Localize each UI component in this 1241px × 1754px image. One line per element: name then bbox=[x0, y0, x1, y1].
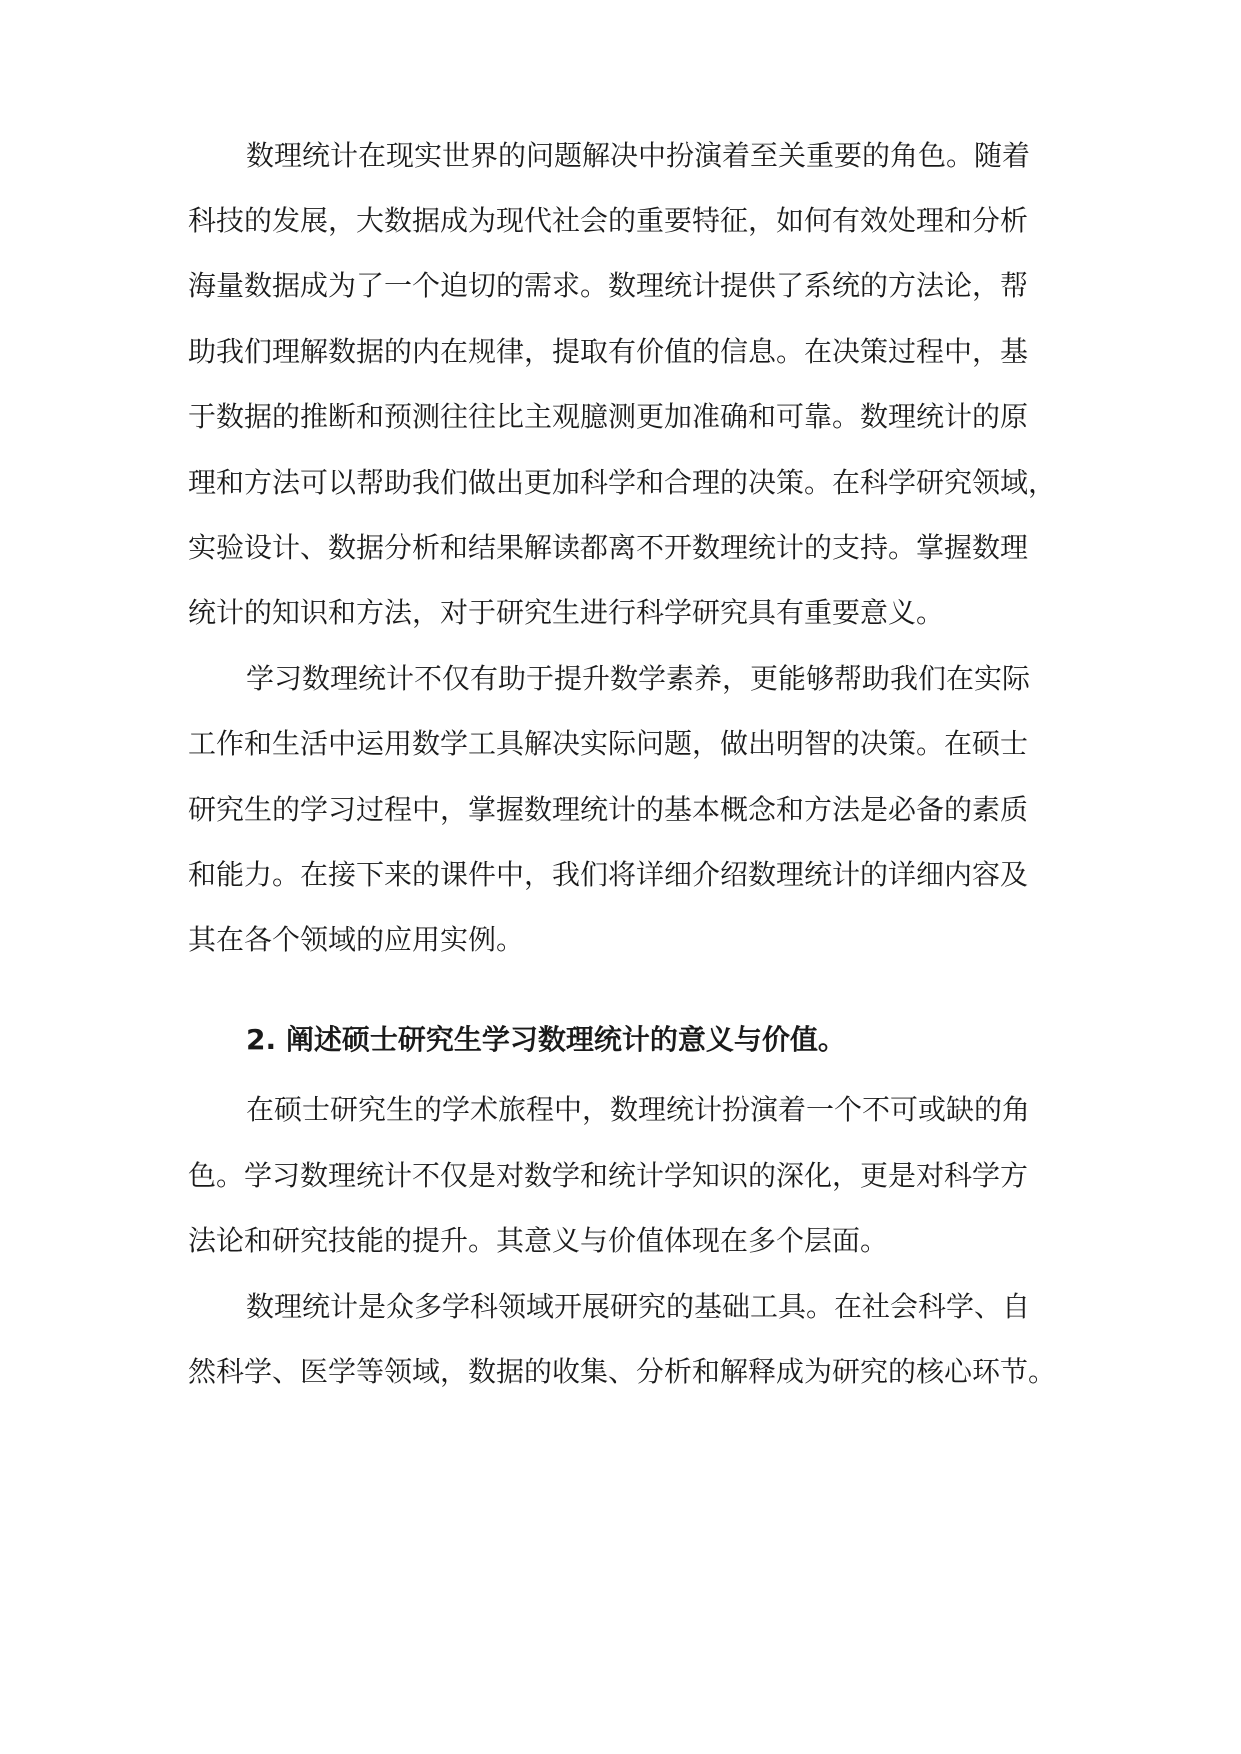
section-paragraph-2-line-2: 然科学、医学等领域，数据的收集、分析和解释成为研究的核心环节。 bbox=[188, 1355, 1057, 1388]
paragraph-1-line-1: 数理统计在现实世界的问题解决中扮演着至关重要的角色。随着 bbox=[246, 139, 1031, 172]
paragraph-1-line-4: 助我们理解数据的内在规律，提取有价值的信息。在决策过程中，基 bbox=[188, 335, 1029, 368]
paragraph-1-line-5: 于数据的推断和预测往往比主观臆测更加准确和可靠。数理统计的原 bbox=[188, 400, 1029, 433]
paragraph-1-line-7: 实验设计、数据分析和结果解读都离不开数理统计的支持。掌握数理 bbox=[188, 531, 1029, 564]
paragraph-2-line-1: 学习数理统计不仅有助于提升数学素养，更能够帮助我们在实际 bbox=[246, 662, 1031, 695]
section-paragraph-1-line-2: 色。学习数理统计不仅是对数学和统计学知识的深化，更是对科学方 bbox=[188, 1159, 1029, 1192]
paragraph-1-line-6: 理和方法可以帮助我们做出更加科学和合理的决策。在科学研究领域， bbox=[188, 466, 1057, 499]
paragraph-1-line-8: 统计的知识和方法，对于研究生进行科学研究具有重要意义。 bbox=[188, 596, 945, 629]
paragraph-2-line-3: 研究生的学习过程中，掌握数理统计的基本概念和方法是必备的素质 bbox=[188, 793, 1029, 826]
paragraph-1-line-2: 科技的发展，大数据成为现代社会的重要特征，如何有效处理和分析 bbox=[188, 204, 1029, 237]
section-heading: 2. 阐述硕士研究生学习数理统计的意义与价值。 bbox=[246, 1023, 846, 1056]
section-paragraph-1-line-3: 法论和研究技能的提升。其意义与价值体现在多个层面。 bbox=[188, 1224, 889, 1257]
paragraph-2-line-5: 其在各个领域的应用实例。 bbox=[188, 923, 525, 956]
paragraph-1-line-3: 海量数据成为了一个迫切的需求。数理统计提供了系统的方法论，帮 bbox=[188, 269, 1029, 302]
section-paragraph-1-line-1: 在硕士研究生的学术旅程中，数理统计扮演着一个不可或缺的角 bbox=[246, 1093, 1031, 1126]
paragraph-2-line-2: 工作和生活中运用数学工具解决实际问题，做出明智的决策。在硕士 bbox=[188, 727, 1029, 760]
section-paragraph-2-line-1: 数理统计是众多学科领域开展研究的基础工具。在社会科学、自 bbox=[246, 1290, 1031, 1323]
paragraph-2-line-4: 和能力。在接下来的课件中，我们将详细介绍数理统计的详细内容及 bbox=[188, 858, 1029, 891]
